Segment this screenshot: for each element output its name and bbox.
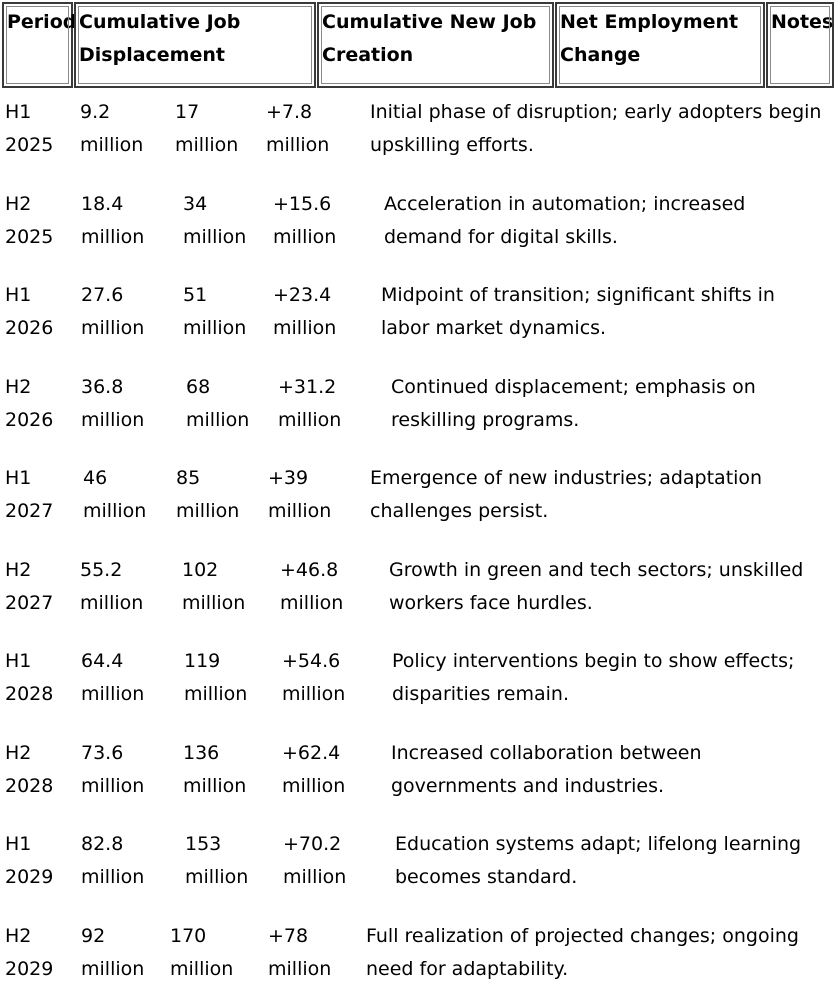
- cell-net-employment-change: +54.6 million: [282, 650, 346, 705]
- cell-new-job-creation: 51 million: [183, 284, 247, 339]
- cell-net-employment-change: +70.2 million: [283, 833, 347, 888]
- cell-new-job-creation: 170 million: [170, 924, 234, 980]
- cell-period: H1 2029: [5, 833, 54, 888]
- cell-net-employment-change: +15.6 million: [273, 192, 337, 248]
- table-row: [0, 737, 838, 817]
- cell-notes: Increased collaboration between governments and industries.: [391, 741, 702, 797]
- cell-notes: Education systems adapt; lifelong learning becomes standard.: [395, 833, 802, 888]
- cell-net-employment-change: +78 million: [268, 924, 332, 980]
- cell-net-employment-change: +31.2 million: [278, 375, 342, 431]
- table-row: [0, 279, 838, 359]
- cell-new-job-creation: 68 million: [186, 375, 250, 431]
- cell-job-displacement: 27.6 million: [81, 284, 145, 339]
- cell-job-displacement: 9.2 million: [80, 101, 144, 156]
- cell-job-displacement: 82.8 million: [81, 833, 145, 888]
- cell-job-displacement: 36.8 million: [81, 375, 145, 431]
- cell-period: H1 2026: [5, 284, 54, 339]
- table-header: [2, 2, 834, 92]
- header-net-employment-change: Net Employment Change: [555, 2, 765, 88]
- header-period: Period: [2, 2, 73, 88]
- cell-period: H2 2025: [5, 192, 54, 248]
- cell-notes: Acceleration in automation; increased demand for digital skills.: [384, 192, 746, 248]
- table-row: [0, 920, 838, 1000]
- cell-job-displacement: 18.4 million: [81, 192, 145, 248]
- table-row: [0, 554, 838, 634]
- cell-period: H1 2025: [5, 101, 54, 156]
- cell-notes: Policy interventions begin to show effects; disparities remain.: [392, 650, 795, 705]
- cell-period: H1 2028: [5, 650, 54, 705]
- cell-new-job-creation: 136 million: [183, 741, 247, 797]
- cell-net-employment-change: +46.8 million: [280, 558, 344, 614]
- cell-notes: Midpoint of transition; significant shifts in labor market dynamics.: [381, 284, 775, 339]
- cell-period: H2 2027: [5, 558, 54, 614]
- cell-notes: Initial phase of disruption; early adopters begin upskilling efforts.: [370, 101, 822, 156]
- cell-job-displacement: 92 million: [81, 924, 145, 980]
- cell-period: H1 2027: [5, 467, 54, 522]
- header-new-job-creation: Cumulative New Job Creation: [317, 2, 554, 88]
- cell-job-displacement: 46 million: [83, 467, 147, 522]
- cell-net-employment-change: +7.8 million: [266, 101, 330, 156]
- table-row: [0, 371, 838, 451]
- cell-new-job-creation: 102 million: [182, 558, 246, 614]
- cell-period: H2 2028: [5, 741, 54, 797]
- table-row: [0, 462, 838, 542]
- cell-new-job-creation: 119 million: [184, 650, 248, 705]
- cell-net-employment-change: +62.4 million: [282, 741, 346, 797]
- cell-period: H2 2026: [5, 375, 54, 431]
- table-row: [0, 188, 838, 268]
- cell-period: H2 2029: [5, 924, 54, 980]
- header-job-displacement: Cumulative Job Displacement: [74, 2, 316, 88]
- cell-notes: Emergence of new industries; adaptation challenges persist.: [370, 467, 763, 522]
- cell-notes: Continued displacement; emphasis on reskilling programs.: [391, 375, 756, 431]
- cell-notes: Growth in green and tech sectors; unskilled workers face hurdles.: [389, 558, 804, 614]
- cell-job-displacement: 64.4 million: [81, 650, 145, 705]
- cell-net-employment-change: +39 million: [268, 467, 332, 522]
- cell-new-job-creation: 85 million: [176, 467, 240, 522]
- table-row: [0, 828, 838, 908]
- table-row: [0, 645, 838, 725]
- cell-new-job-creation: 17 million: [175, 101, 239, 156]
- cell-job-displacement: 55.2 million: [80, 558, 144, 614]
- cell-net-employment-change: +23.4 million: [273, 284, 337, 339]
- cell-job-displacement: 73.6 million: [81, 741, 145, 797]
- header-notes: Notes: [766, 2, 834, 88]
- cell-new-job-creation: 153 million: [185, 833, 249, 888]
- table-row: [0, 96, 838, 176]
- cell-new-job-creation: 34 million: [183, 192, 247, 248]
- cell-notes: Full realization of projected changes; ongoing need for adaptability.: [366, 924, 799, 980]
